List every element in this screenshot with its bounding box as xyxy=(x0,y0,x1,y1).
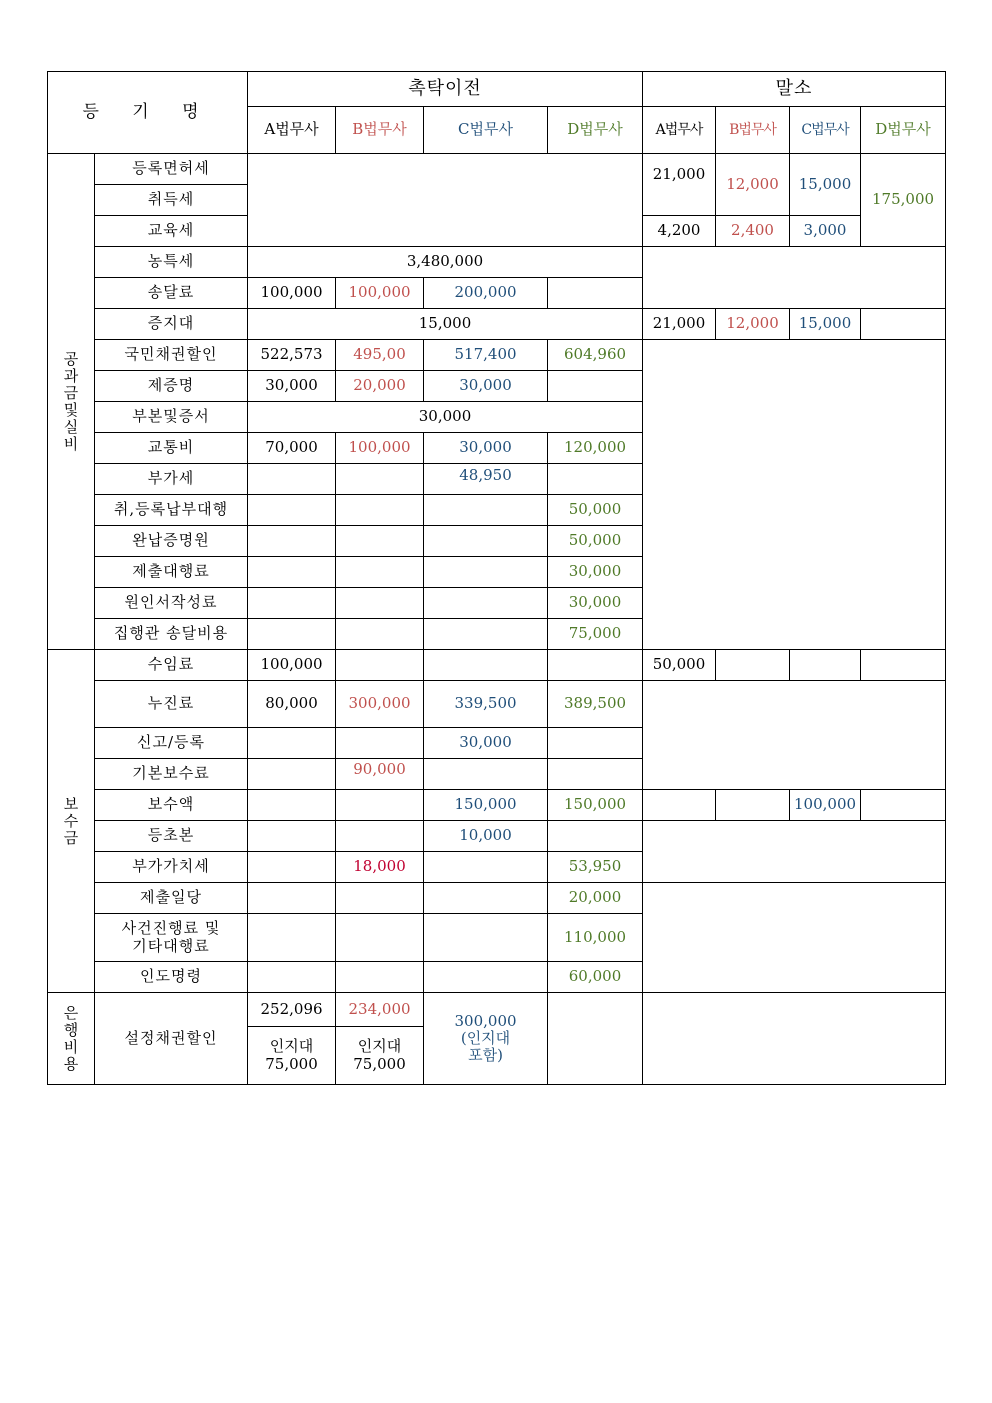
cancel-d-tax-total: 175,000 xyxy=(861,154,946,247)
bailiff-b xyxy=(336,619,424,650)
row-label-bailiff: 집행관 송달비용 xyxy=(95,619,248,650)
base-fee-a xyxy=(248,759,336,790)
mortgage-bond-b: 234,000 xyxy=(336,993,424,1027)
cancel-retainer-b xyxy=(716,650,790,681)
cancel-retainer-a: 50,000 xyxy=(643,650,716,681)
row-label-stamp: 증지대 xyxy=(95,309,248,340)
section-public-charges: 공 과 금 및 실 비 xyxy=(48,154,95,650)
section-fees: 보 수 금 xyxy=(48,650,95,993)
delivery-b: 100,000 xyxy=(336,278,424,309)
delivery-order-c xyxy=(424,962,548,993)
delivery-a: 100,000 xyxy=(248,278,336,309)
row-label-education-tax: 교육세 xyxy=(95,216,248,247)
bond-discount-a: 522,573 xyxy=(248,340,336,371)
cancel-firm-b-header: B법무사 xyxy=(716,107,790,154)
paid-cert-b xyxy=(336,526,424,557)
firm-c-header: C법무사 xyxy=(424,107,548,154)
row-label-certificate: 제증명 xyxy=(95,371,248,402)
firm-d-header: D법무사 xyxy=(548,107,643,154)
daily-allow-a xyxy=(248,883,336,914)
base-fee-d xyxy=(548,759,643,790)
row-label-tax-agency: 취,등록납부대행 xyxy=(95,495,248,526)
cancel-blank-4 xyxy=(643,821,946,883)
transcript-d xyxy=(548,821,643,852)
bond-discount-d: 604,960 xyxy=(548,340,643,371)
cancel-blank-6 xyxy=(643,993,946,1085)
base-fee-c xyxy=(424,759,548,790)
base-fee-b: 90,000 xyxy=(336,759,424,790)
row-label-retainer: 수임료 xyxy=(95,650,248,681)
cancel-blank-1 xyxy=(643,247,946,309)
retainer-c xyxy=(424,650,548,681)
rural-tax-value: 3,480,000 xyxy=(248,247,643,278)
cancel-c-edu-tax: 3,000 xyxy=(790,216,861,247)
submit-agency-a xyxy=(248,557,336,588)
report-reg-d xyxy=(548,728,643,759)
transcript-b xyxy=(336,821,424,852)
row-label-transport: 교통비 xyxy=(95,433,248,464)
bailiff-d: 75,000 xyxy=(548,619,643,650)
row-label-bond-discount: 국민채권할인 xyxy=(95,340,248,371)
fee-amount-b xyxy=(336,790,424,821)
progressive-a: 80,000 xyxy=(248,681,336,728)
cancel-firm-d-header: D법무사 xyxy=(861,107,946,154)
row-label-delivery: 송달료 xyxy=(95,278,248,309)
bailiff-a xyxy=(248,619,336,650)
row-label-vat2: 부가가치세 xyxy=(95,852,248,883)
row-label-delivery-order: 인도명령 xyxy=(95,962,248,993)
cancel-stamp-a: 21,000 xyxy=(643,309,716,340)
report-reg-c: 30,000 xyxy=(424,728,548,759)
mortgage-bond-d xyxy=(548,993,643,1085)
row-label-transcript: 등초본 xyxy=(95,821,248,852)
cancel-fee-amount-b xyxy=(716,790,790,821)
bond-discount-b: 495,00 xyxy=(336,340,424,371)
cancel-retainer-c xyxy=(790,650,861,681)
transport-d: 120,000 xyxy=(548,433,643,464)
cancel-stamp-c: 15,000 xyxy=(790,309,861,340)
cancel-stamp-d xyxy=(861,309,946,340)
daily-allow-b xyxy=(336,883,424,914)
daily-allow-d: 20,000 xyxy=(548,883,643,914)
fee-amount-c: 150,000 xyxy=(424,790,548,821)
row-label-fee-amount: 보수액 xyxy=(95,790,248,821)
retainer-a: 100,000 xyxy=(248,650,336,681)
tax-agency-a xyxy=(248,495,336,526)
progressive-b: 300,000 xyxy=(336,681,424,728)
row-label-daily-allow: 제출일당 xyxy=(95,883,248,914)
case-proc-c xyxy=(424,914,548,962)
section-bank: 은 행 비 용 xyxy=(48,993,95,1085)
cancel-c-reg-tax: 15,000 xyxy=(790,154,861,216)
cancel-group-header: 말소 xyxy=(643,72,946,107)
delivery-c: 200,000 xyxy=(424,278,548,309)
row-label-report-reg: 신고/등록 xyxy=(95,728,248,759)
vat1-c: 48,950 xyxy=(424,464,548,495)
mortgage-bond-a: 252,096 xyxy=(248,993,336,1027)
row-label-reg-license-tax: 등록면허세 xyxy=(95,154,248,185)
case-proc-a xyxy=(248,914,336,962)
cancel-b-edu-tax: 2,400 xyxy=(716,216,790,247)
cancel-stamp-b: 12,000 xyxy=(716,309,790,340)
vat2-c xyxy=(424,852,548,883)
bailiff-c xyxy=(424,619,548,650)
mortgage-bond-c: 300,000 (인지대 포함) xyxy=(424,993,548,1085)
paid-cert-a xyxy=(248,526,336,557)
delivery-order-d: 60,000 xyxy=(548,962,643,993)
report-reg-a xyxy=(248,728,336,759)
copies-value: 30,000 xyxy=(248,402,643,433)
cause-doc-c xyxy=(424,588,548,619)
progressive-d: 389,500 xyxy=(548,681,643,728)
delivery-d xyxy=(548,278,643,309)
cancel-blank-5 xyxy=(643,883,946,993)
vat2-d: 53,950 xyxy=(548,852,643,883)
submit-agency-d: 30,000 xyxy=(548,557,643,588)
certificate-b: 20,000 xyxy=(336,371,424,402)
fee-comparison-table xyxy=(47,71,946,1085)
certificate-a: 30,000 xyxy=(248,371,336,402)
transcript-c: 10,000 xyxy=(424,821,548,852)
cancel-b-reg-tax: 12,000 xyxy=(716,154,790,216)
report-reg-b xyxy=(336,728,424,759)
certificate-c: 30,000 xyxy=(424,371,548,402)
case-proc-d: 110,000 xyxy=(548,914,643,962)
row-label-paid-cert: 완납증명원 xyxy=(95,526,248,557)
cancel-blank-3 xyxy=(643,681,946,790)
bond-discount-c: 517,400 xyxy=(424,340,548,371)
cancel-a-reg-tax: 21,000 xyxy=(643,154,716,216)
delivery-order-b xyxy=(336,962,424,993)
transcript-a xyxy=(248,821,336,852)
stamp-value: 15,000 xyxy=(248,309,643,340)
row-label-mortgage-bond: 설정채권할인 xyxy=(95,993,248,1085)
retainer-b xyxy=(336,650,424,681)
vat2-a xyxy=(248,852,336,883)
vat1-d xyxy=(548,464,643,495)
row-label-rural-tax: 농특세 xyxy=(95,247,248,278)
cancel-fee-amount-d xyxy=(861,790,946,821)
cancel-firm-a-header: A법무사 xyxy=(643,107,716,154)
vat2-b: 18,000 xyxy=(336,852,424,883)
paid-cert-c xyxy=(424,526,548,557)
transfer-tax-blank xyxy=(248,154,643,247)
delivery-order-a xyxy=(248,962,336,993)
cause-doc-a xyxy=(248,588,336,619)
cancel-firm-c-header: C법무사 xyxy=(790,107,861,154)
transport-a: 70,000 xyxy=(248,433,336,464)
firm-b-header: B법무사 xyxy=(336,107,424,154)
transport-c: 30,000 xyxy=(424,433,548,464)
cause-doc-b xyxy=(336,588,424,619)
registration-name-header: 등 기 명 xyxy=(48,72,248,154)
cancel-a-edu-tax: 4,200 xyxy=(643,216,716,247)
retainer-d xyxy=(548,650,643,681)
row-label-submit-agency: 제출대행료 xyxy=(95,557,248,588)
row-label-vat1: 부가세 xyxy=(95,464,248,495)
mortgage-stamp-b: 인지대 75,000 xyxy=(336,1027,424,1085)
submit-agency-b xyxy=(336,557,424,588)
cause-doc-d: 30,000 xyxy=(548,588,643,619)
row-label-cause-doc: 원인서작성료 xyxy=(95,588,248,619)
fee-amount-a xyxy=(248,790,336,821)
vat1-b xyxy=(336,464,424,495)
tax-agency-b xyxy=(336,495,424,526)
mortgage-stamp-a: 인지대 75,000 xyxy=(248,1027,336,1085)
cancel-fee-amount-a xyxy=(643,790,716,821)
transport-b: 100,000 xyxy=(336,433,424,464)
row-label-progressive: 누진료 xyxy=(95,681,248,728)
case-proc-b xyxy=(336,914,424,962)
tax-agency-c xyxy=(424,495,548,526)
vat1-a xyxy=(248,464,336,495)
progressive-c: 339,500 xyxy=(424,681,548,728)
cancel-blank-2 xyxy=(643,340,946,650)
submit-agency-c xyxy=(424,557,548,588)
cancel-retainer-d xyxy=(861,650,946,681)
row-label-copies: 부본및증서 xyxy=(95,402,248,433)
row-label-acquisition-tax: 취득세 xyxy=(95,185,248,216)
certificate-d xyxy=(548,371,643,402)
fee-amount-d: 150,000 xyxy=(548,790,643,821)
paid-cert-d: 50,000 xyxy=(548,526,643,557)
firm-a-header: A법무사 xyxy=(248,107,336,154)
row-label-case-proc: 사건진행료 및 기타대행료 xyxy=(95,914,248,962)
tax-agency-d: 50,000 xyxy=(548,495,643,526)
daily-allow-c xyxy=(424,883,548,914)
cancel-fee-amount-c: 100,000 xyxy=(790,790,861,821)
row-label-base-fee: 기본보수료 xyxy=(95,759,248,790)
transfer-group-header: 촉탁이전 xyxy=(248,72,643,107)
